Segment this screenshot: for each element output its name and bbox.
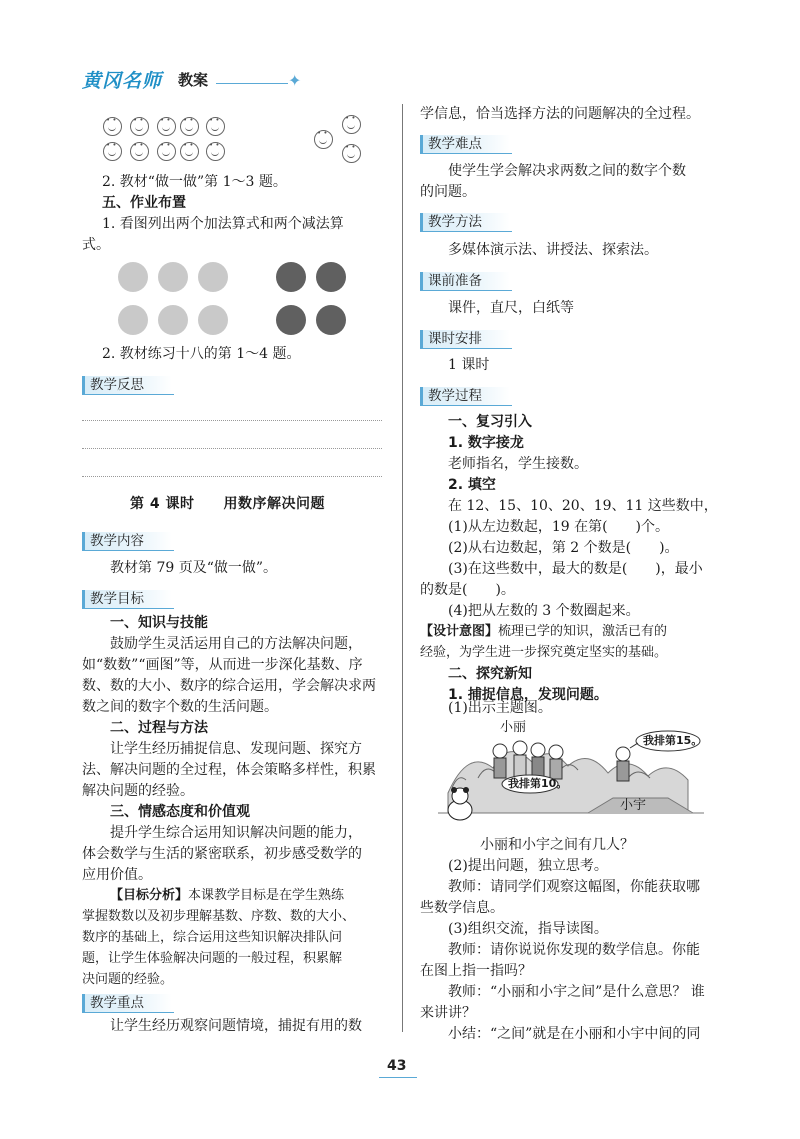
analysis-paragraph bbox=[110, 886, 344, 906]
brand-logo: 黄冈名师 bbox=[82, 70, 163, 92]
analysis-line: 题，让学生体验解决问题的一般过程，积累解 bbox=[82, 951, 343, 966]
fill-blank-line: (2)从右边数起，第 2 个数是( )。 bbox=[448, 540, 679, 556]
section-label-preparation bbox=[420, 270, 512, 292]
dark-circle bbox=[316, 262, 346, 292]
analysis-line: 本课教学目标是在学生熟练 bbox=[188, 888, 345, 903]
gray-circle bbox=[158, 305, 188, 335]
difficulty-line: 使学生学会解决求两数之间的数字个数 bbox=[448, 163, 686, 179]
difficulty-line: 的问题。 bbox=[420, 184, 476, 200]
section-label-key-points bbox=[82, 992, 174, 1014]
goal-2-line: 让学生经历捕捉信息、发现问题、探究方 bbox=[110, 741, 362, 757]
smiley-icon bbox=[157, 117, 176, 136]
process-1-2-title: 2. 填空 bbox=[448, 477, 496, 493]
dark-circle bbox=[316, 305, 346, 335]
goal-1-line: 数之间的数字个数的生活问题。 bbox=[82, 699, 278, 715]
section-title-homework: 五、作业布置 bbox=[102, 195, 186, 211]
smiley-icon bbox=[342, 115, 361, 134]
fill-blank-line: 在 12、15、10、20、19、11 这些数中， bbox=[448, 498, 718, 514]
sparkle-icon: ✦ bbox=[288, 71, 302, 90]
goal-3-title: 三、情感态度和价值观 bbox=[110, 804, 250, 820]
goal-1-line: 如“数数”“画图”等，从而进一步深化基数、序 bbox=[82, 657, 363, 673]
process-line: (2)提出问题，独立思考。 bbox=[448, 858, 608, 874]
lesson-title: 第 4 课时 用数序解决问题 bbox=[130, 496, 325, 512]
process-line: 些数学信息。 bbox=[420, 900, 504, 916]
goal-2-line: 法、解决问题的全过程，体会策略多样性，积累 bbox=[82, 762, 376, 778]
section-label-text: 教学难点 bbox=[428, 136, 482, 152]
goal-2-line: 解决问题的经验。 bbox=[82, 783, 194, 799]
process-step-2-title: 二、探究新知 bbox=[448, 666, 532, 682]
process-2-1-a: (1)出示主题图。 bbox=[448, 700, 552, 716]
goal-3-line: 提升学生综合运用知识解决问题的能力， bbox=[110, 825, 362, 841]
gray-circle bbox=[118, 262, 148, 292]
process-line: 教师：请你说说你发现的数学信息。你能 bbox=[448, 942, 700, 958]
process-line: 来讲讲？ bbox=[420, 1005, 476, 1021]
design-line: 梳理已学的知识，激活已有的 bbox=[498, 624, 668, 639]
writing-line bbox=[82, 476, 382, 477]
key-point-continued: 学信息，恰当选择方法的问题解决的全过程。 bbox=[420, 106, 700, 122]
fill-blank-line: 的数是( )。 bbox=[420, 582, 515, 598]
section-label-text: 教学过程 bbox=[428, 388, 482, 404]
speech-bubble-10: 我排第10。 bbox=[508, 777, 568, 790]
smiley-icon bbox=[342, 144, 361, 163]
section-label-text: 教学重点 bbox=[90, 995, 144, 1011]
label-xiaoli: 小丽 bbox=[500, 720, 527, 735]
smiley-icon bbox=[206, 117, 225, 136]
theme-illustration bbox=[438, 718, 704, 828]
goal-3-line: 体会数学与生活的紧密联系，初步感受数学的 bbox=[82, 846, 362, 862]
goal-1-title: 一、知识与技能 bbox=[110, 615, 208, 631]
process-2-1-title: 1. 捕捉信息，发现问题。 bbox=[448, 687, 608, 703]
process-line: 在图上指一指吗？ bbox=[420, 963, 532, 979]
section-label-text: 课时安排 bbox=[428, 331, 482, 347]
page-number-rule bbox=[379, 1077, 417, 1078]
smiley-icon bbox=[130, 142, 149, 161]
section-label-text: 课前准备 bbox=[428, 273, 482, 289]
process-line: 教师：请同学们观察这幅图，你能获取哪 bbox=[448, 879, 700, 895]
header-subtitle: 教案 bbox=[178, 71, 209, 89]
section-label-method bbox=[420, 211, 512, 233]
header-rule bbox=[216, 83, 288, 84]
task-1-line-1: 1. 看图列出两个加法算式和两个减法算 bbox=[102, 216, 344, 232]
task-2: 2. 教材练习十八的第 1～4 题。 bbox=[102, 346, 301, 362]
smiley-icon bbox=[206, 142, 225, 161]
process-1-1-text: 老师指名，学生接数。 bbox=[448, 456, 588, 472]
design-heading: 【设计意图】 bbox=[420, 624, 499, 639]
goal-3-line: 应用价值。 bbox=[82, 867, 152, 883]
dark-circle bbox=[276, 262, 306, 292]
fill-blank-line: (1)从左边数起，19 在第( )个。 bbox=[448, 519, 670, 535]
section-label-text: 教学内容 bbox=[90, 533, 144, 549]
task-1-line-2: 式。 bbox=[82, 237, 110, 253]
content-text: 教材第 79 页及“做一做”。 bbox=[110, 560, 278, 576]
schedule-text: 1 课时 bbox=[448, 357, 490, 373]
smiley-icon bbox=[180, 142, 199, 161]
gray-circle bbox=[198, 262, 228, 292]
smiley-icon bbox=[314, 130, 333, 149]
section-label-text: 教学方法 bbox=[428, 214, 482, 230]
process-line: 小结：“之间”就是在小丽和小宇中间的同 bbox=[448, 1026, 701, 1042]
homework-item-2: 2. 教材“做一做”第 1～3 题。 bbox=[102, 174, 287, 190]
section-label-reflection bbox=[82, 374, 174, 396]
process-line: 教师：“小丽和小宇之间”是什么意思？ 谁 bbox=[448, 984, 705, 1000]
analysis-heading: 【目标分析】 bbox=[110, 888, 189, 903]
analysis-line: 掌握数数以及初步理解基数、序数、数的大小、 bbox=[82, 909, 356, 924]
goal-1-line: 鼓励学生灵活运用自己的方法解决问题， bbox=[110, 636, 362, 652]
page-number: 43 bbox=[387, 1058, 407, 1074]
smiley-icon bbox=[103, 142, 122, 161]
writing-line bbox=[82, 448, 382, 449]
section-label-text: 教学目标 bbox=[90, 591, 144, 607]
key-point-line: 让学生经历观察问题情境，捕捉有用的数 bbox=[110, 1018, 362, 1034]
dark-circle bbox=[276, 305, 306, 335]
smiley-icon bbox=[157, 142, 176, 161]
label-xiaoyu: 小宇 bbox=[620, 798, 647, 813]
process-line: (3)组织交流，指导读图。 bbox=[448, 921, 608, 937]
method-text: 多媒体演示法、讲授法、探索法。 bbox=[448, 242, 658, 258]
process-step-1-title: 一、复习引入 bbox=[448, 414, 532, 430]
analysis-line: 决问题的经验。 bbox=[82, 972, 174, 987]
section-label-difficulty bbox=[420, 133, 512, 155]
column-divider bbox=[402, 104, 403, 1032]
goal-1-line: 数、数的大小、数序的综合运用，学会解决求两 bbox=[82, 678, 376, 694]
goal-2-title: 二、过程与方法 bbox=[110, 720, 208, 736]
analysis-line: 数序的基础上，综合运用这些知识解决排队问 bbox=[82, 930, 343, 945]
section-label-process bbox=[420, 385, 512, 407]
section-label-content bbox=[82, 530, 174, 552]
preparation-text: 课件，直尺，白纸等 bbox=[448, 300, 574, 316]
section-label-schedule bbox=[420, 328, 512, 350]
gray-circle bbox=[118, 305, 148, 335]
gray-circle bbox=[158, 262, 188, 292]
page-header bbox=[82, 66, 342, 96]
smiley-icon bbox=[103, 117, 122, 136]
speech-bubble-15: 我排第15。 bbox=[643, 734, 703, 747]
writing-line bbox=[82, 420, 382, 421]
gray-circle bbox=[198, 305, 228, 335]
section-label-goals bbox=[82, 588, 174, 610]
fill-blank-line: (3)在这些数中，最大的数是( )，最小 bbox=[448, 561, 703, 577]
design-paragraph bbox=[420, 622, 667, 642]
fill-blank-line: (4)把从左数的 3 个数圈起来。 bbox=[448, 603, 640, 619]
design-line: 经验，为学生进一步探究奠定坚实的基础。 bbox=[420, 645, 668, 660]
process-1-1-title: 1. 数字接龙 bbox=[448, 435, 524, 451]
illustration-caption: 小丽和小宇之间有几人？ bbox=[480, 837, 634, 853]
smiley-icon bbox=[130, 117, 149, 136]
smiley-icon bbox=[180, 117, 199, 136]
section-label-text: 教学反思 bbox=[90, 377, 144, 393]
